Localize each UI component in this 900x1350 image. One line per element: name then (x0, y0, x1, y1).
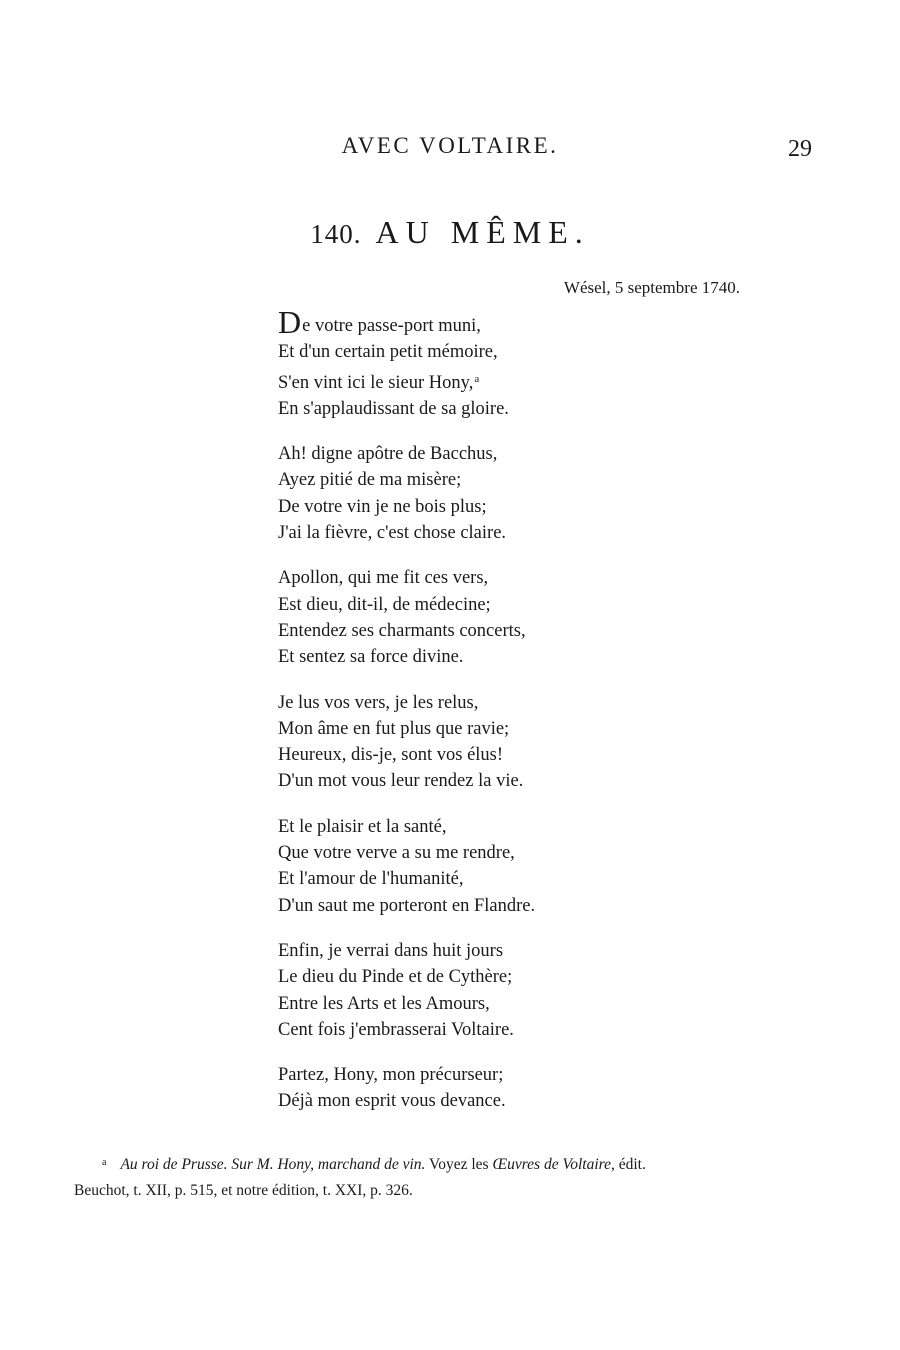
poem-line: Déjà mon esprit vous devance. (278, 1091, 506, 1112)
stanza (278, 441, 698, 546)
footnote-italic: Au roi de Prusse. (120, 1156, 228, 1173)
poem-line: De votre vin je ne bois plus; (278, 496, 487, 517)
letter-heading: AU MÊME. (375, 214, 590, 250)
footnote-italic: Œuvres de Voltaire (492, 1156, 611, 1173)
poem-line: Mon âme en fut plus que ravie; (278, 718, 510, 739)
poem-line: Ah! digne apôtre de Bacchus, (278, 444, 498, 465)
poem-line: Entre les Arts et les Amours, (278, 993, 490, 1014)
footnote-text: Voyez les (429, 1156, 489, 1173)
footnote-line (74, 1150, 834, 1178)
stanza (278, 814, 698, 919)
poem-line: En s'applaudissant de sa gloire. (278, 398, 509, 419)
letter-title (0, 214, 900, 251)
poem-line: Et sentez sa force divine. (278, 647, 464, 668)
poem-line: Cent fois j'embrasserai Voltaire. (278, 1019, 514, 1040)
stanza (278, 304, 698, 422)
poem-line: Apollon, qui me fit ces vers, (278, 568, 489, 589)
poem-line (278, 366, 698, 396)
dateline: Wésel, 5 septembre 1740. (563, 278, 740, 297)
poem-line: D'un saut me porteront en Flandre. (278, 895, 536, 916)
poem-line: Ayez pitié de ma misère; (278, 470, 462, 491)
poem (278, 304, 698, 1134)
poem-line: D'un mot vous leur rendez la vie. (278, 771, 524, 792)
poem-line: Et d'un certain petit mémoire, (278, 342, 498, 363)
poem-line: Enfin, je verrai dans huit jours (278, 940, 504, 961)
stanza (278, 565, 698, 670)
footnote-reference: a (474, 372, 480, 385)
poem-line: Entendez ses charmants concerts, (278, 620, 526, 641)
stanza (278, 1062, 698, 1115)
letter-number: 140. (310, 219, 362, 249)
poem-line: Partez, Hony, mon précurseur; (278, 1065, 504, 1086)
footnote-line: Beuchot, t. XII, p. 515, et notre édition, t. XXI, p. 326. (74, 1182, 413, 1199)
footnote-text: , édit. (610, 1156, 646, 1173)
footnote (74, 1150, 834, 1204)
poem-line: Heureux, dis-je, sont vos élus! (278, 745, 504, 766)
poem-line: J'ai la fièvre, c'est chose claire. (278, 523, 507, 544)
poem-line (278, 304, 698, 340)
poem-line: Le dieu du Pinde et de Cythère; (278, 967, 513, 988)
poem-line: Que votre verve a su me rendre, (278, 843, 515, 864)
poem-line-text: S'en vint ici le sieur Hony, (278, 372, 474, 393)
drop-cap: D (278, 304, 302, 340)
poem-line-text: e votre passe-port muni, (302, 316, 481, 336)
poem-line: Je lus vos vers, je les relus, (278, 692, 479, 713)
page-number: 29 (788, 136, 812, 162)
poem-line: Est dieu, dit-il, de médecine; (278, 594, 491, 615)
stanza (278, 690, 698, 795)
footnote-italic: Sur M. Hony, marchand de vin. (231, 1156, 426, 1173)
footnote-marker: a (102, 1157, 107, 1168)
stanza (278, 938, 698, 1043)
running-head: AVEC VOLTAIRE. (341, 133, 559, 158)
poem-line: Et le plaisir et la santé, (278, 816, 447, 837)
poem-line: Et l'amour de l'humanité, (278, 869, 464, 890)
